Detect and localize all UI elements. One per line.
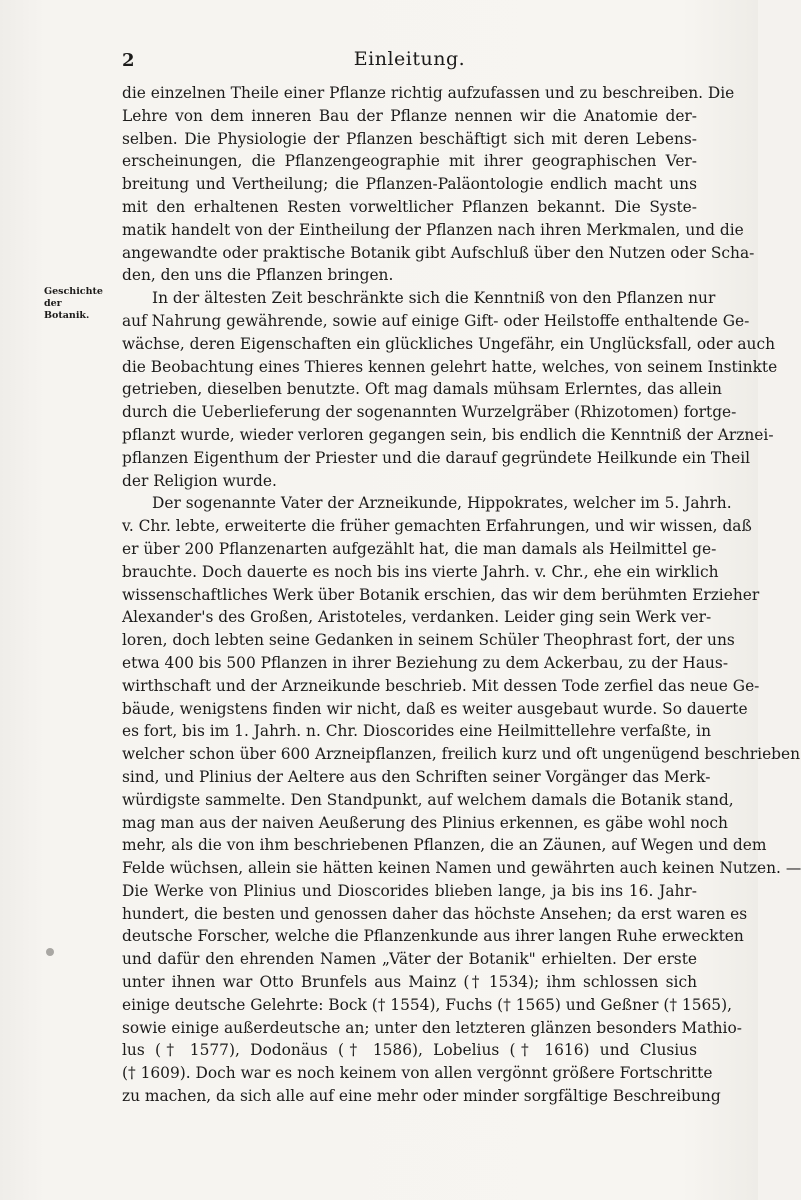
paragraph — [122, 287, 778, 492]
text-line: Felde wüchsen, allein sie hätten keinen Namen und gewährten auch keinen Nutzen. — — [122, 859, 801, 878]
text-line: pflanzt wurde, wieder verloren gegangen sein, bis endlich die Kenntniß der Arznei- — [122, 425, 774, 444]
text-line: wirthschaft und der Arzneikunde beschrieb. Mit dessen Tode zerfiel das neue Ge- — [122, 676, 760, 695]
text-line: getrieben, dieselben benutzte. Oft mag damals mühsam Erlerntes, das allein — [122, 380, 722, 399]
text-line: pflanzen Eigenthum der Priester und die darauf gegründete Heilkunde ein Theil — [122, 448, 751, 467]
text-line: etwa 400 bis 500 Pflanzen in ihrer Beziehung zu dem Ackerbau, zu der Haus- — [122, 653, 729, 672]
text-line: er über 200 Pflanzenarten aufgezählt hat, die man damals als Heilmittel ge- — [122, 539, 717, 558]
text-line: wissenschaftliches Werk über Botanik erschien, das wir dem berühmten Erzieher — [122, 585, 760, 604]
paragraph — [122, 492, 801, 1108]
text-line: würdigste sammelte. Den Standpunkt, auf welchem damals die Botanik stand, — [122, 790, 734, 809]
text-line: lus († 1577), Dodonäus († 1586), Lobelius († 1616) und Clusius — [122, 1041, 697, 1060]
text-line: und dafür den ehrenden Namen „Väter der Botanik" erhielten. Der erste — [122, 950, 697, 969]
text-line: Der sogenannte Vater der Arzneikunde, Hippokrates, welcher im 5. Jahrh. — [152, 494, 732, 513]
text-line: auf Nahrung gewährende, sowie auf einige Gift- oder Heilstoffe enthaltende Ge- — [122, 311, 750, 330]
text-line: sowie einige außerdeutsche an; unter den letzteren glänzen besonders Mathio- — [122, 1018, 742, 1037]
text-line: In der ältesten Zeit beschränkte sich die Kenntniß von den Pflanzen nur — [152, 289, 716, 308]
text-line: zu machen, da sich alle auf eine mehr oder minder sorgfältige Beschreibung — [122, 1087, 721, 1106]
text-line: erscheinungen, die Pflanzengeographie mit ihrer geographischen Ver- — [122, 152, 697, 171]
text-line: welcher schon über 600 Arzneipflanzen, freilich kurz und oft ungenügend beschrieben — [122, 745, 801, 764]
margin-note-line: Botanik. — [44, 310, 90, 321]
paragraph — [122, 82, 755, 287]
text-line: hundert, die besten und genossen daher das höchste Ansehen; da erst waren es — [122, 904, 748, 923]
text-line: deutsche Forscher, welche die Pflanzenkunde aus ihrer langen Ruhe erweckten — [122, 927, 744, 946]
text-line: bäude, wenigstens finden wir nicht, daß es weiter ausgebaut wurde. So dauerte — [122, 699, 748, 718]
text-line: matik handelt von der Eintheilung der Pflanzen nach ihren Merkmalen, und die — [122, 220, 744, 239]
text-line: der Religion wurde. — [122, 471, 277, 490]
margin-note — [44, 286, 114, 322]
text-line: mehr, als die von ihm beschriebenen Pflanzen, die an Zäunen, auf Wegen und dem — [122, 836, 767, 855]
text-line: mit den erhaltenen Resten vorweltlicher Pflanzen bekannt. Die Syste- — [122, 197, 697, 216]
text-line: sind, und Plinius der Aeltere aus den Schriften seiner Vorgänger das Merk- — [122, 767, 711, 786]
text-line: den, den uns die Pflanzen bringen. — [122, 266, 394, 285]
text-line: Lehre von dem inneren Bau der Pflanze nennen wir die Anatomie der- — [122, 106, 697, 125]
text-line: († 1609). Doch war es noch keinem von allen vergönnt größere Fortschritte — [122, 1064, 713, 1083]
page-header — [122, 48, 697, 78]
running-head: Einleitung. — [353, 48, 466, 70]
page-number: 2 — [122, 50, 135, 71]
body-text — [122, 82, 801, 1108]
text-line: wächse, deren Eigenschaften ein glückliches Ungefähr, ein Unglücksfall, oder auch — [122, 334, 775, 353]
ink-speck — [46, 948, 54, 956]
text-line: die Beobachtung eines Thieres kennen gelehrt hatte, welches, von seinem Instinkte — [122, 357, 778, 376]
text-line: unter ihnen war Otto Brunfels aus Mainz († 1534); ihm schlossen sich — [122, 973, 697, 992]
text-line: mag man aus der naiven Aeußerung des Plinius erkennen, es gäbe wohl noch — [122, 813, 728, 832]
text-line: Die Werke von Plinius und Dioscorides blieben lange, ja bis ins 16. Jahr- — [122, 881, 697, 900]
text-line: Alexander's des Großen, Aristoteles, verdanken. Leider ging sein Werk ver- — [122, 608, 712, 627]
text-line: v. Chr. lebte, erweiterte die früher gemachten Erfahrungen, und wir wissen, daß — [122, 517, 752, 536]
text-line: angewandte oder praktische Botanik gibt Aufschluß über den Nutzen oder Scha- — [122, 243, 755, 262]
text-line: durch die Ueberlieferung der sogenannten Wurzelgräber (Rhizotomen) fortge- — [122, 403, 737, 422]
text-line: einige deutsche Gelehrte: Bock († 1554), Fuchs († 1565) und Geßner († 1565), — [122, 995, 732, 1014]
text-line: selben. Die Physiologie der Pflanzen beschäftigt sich mit deren Lebens- — [122, 129, 697, 148]
text-line: breitung und Vertheilung; die Pflanzen-Paläontologie endlich macht uns — [122, 175, 697, 194]
text-line: loren, doch lebten seine Gedanken in seinem Schüler Theophrast fort, der uns — [122, 631, 735, 650]
text-line: brauchte. Doch dauerte es noch bis ins vierte Jahrh. v. Chr., ehe ein wirklich — [122, 562, 719, 581]
text-line: die einzelnen Theile einer Pflanze richtig aufzufassen und zu beschreiben. Die — [122, 84, 735, 102]
margin-note-line: Geschichte der — [44, 286, 103, 309]
text-line: es fort, bis im 1. Jahrh. n. Chr. Dioscorides eine Heilmittellehre verfaßte, in — [122, 722, 711, 741]
